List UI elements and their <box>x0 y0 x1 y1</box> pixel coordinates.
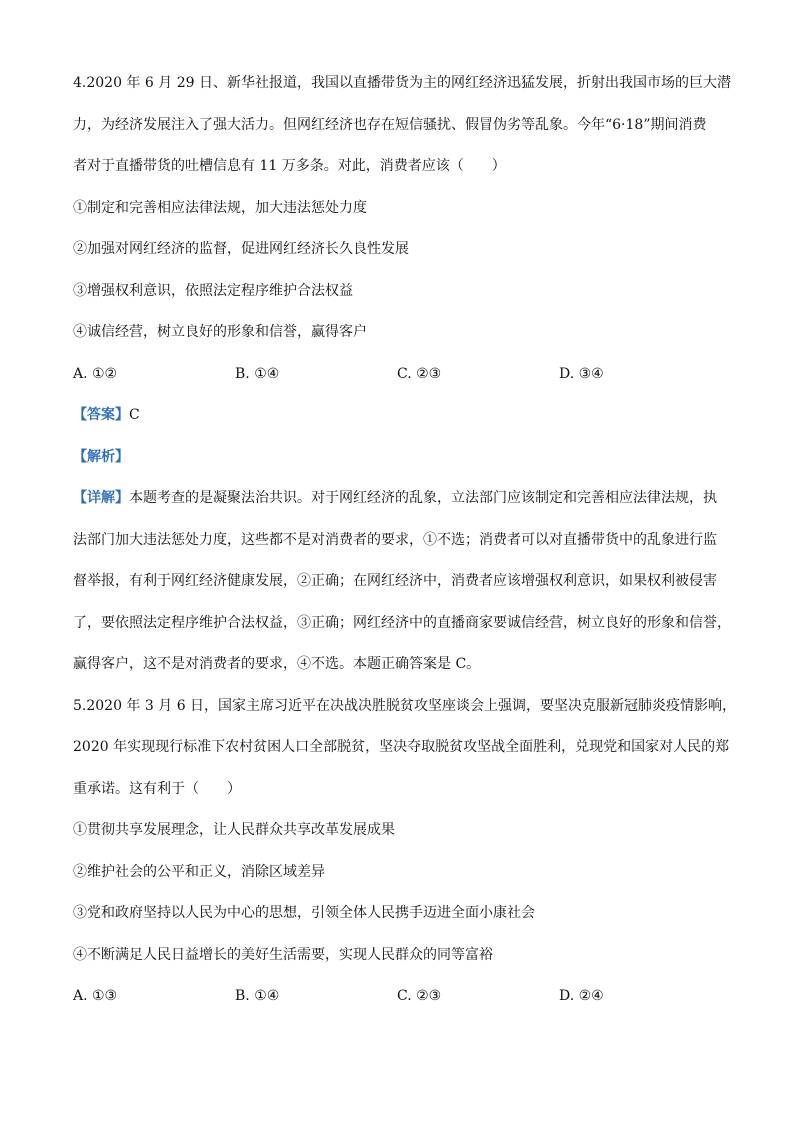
statement-3: ③党和政府坚持以人民为中心的思想，引领全体人民携手迈进全面小康社会 <box>73 905 535 921</box>
question-stem-line: 4.2020 年 6 月 29 日、新华社报道，我国以直播带货为主的网红经济迅猛发展，折射出我国市场的巨大潜 <box>73 75 731 91</box>
statement-3: ③增强权利意识，依照法定程序维护合法权益 <box>73 282 353 299</box>
question-5 <box>73 693 737 1010</box>
statement-1: ①制定和完善相应法律法规，加大违法惩处力度 <box>73 199 367 216</box>
statement-2: ②维护社会的公平和正义，消除区域差异 <box>73 863 325 880</box>
detail-tag: 【详解】 <box>73 490 129 506</box>
detail-line: 赢得客户，这不是对消费者的要求，④不选。本题正确答案是 C。 <box>73 656 481 672</box>
option-b: B. ①④ <box>235 988 280 1004</box>
detail-line: 法部门加大违法惩处力度，这些都不是对消费者的要求，①不选；消费者可以对直播带货中的乱象进行监 <box>73 531 717 548</box>
statement-4: ④不断满足人民日益增长的美好生活需要，实现人民群众的同等富裕 <box>73 946 493 963</box>
question-stem-line: 5.2020 年 3 月 6 日，国家主席习近平在决战决胜脱贫攻坚座谈会上强调，要坚决克服新冠肺炎疫情影响， <box>73 697 737 714</box>
option-a: A. ①③ <box>73 988 118 1004</box>
option-d: D. ③④ <box>559 365 604 382</box>
statement-4: ④诚信经营，树立良好的形象和信誉，赢得客户 <box>73 324 367 340</box>
options-row <box>73 983 723 1009</box>
statement-2: ②加强对网红经济的监督，促进网红经济长久良性发展 <box>73 241 409 257</box>
question-stem-line: 2020 年实现现行标准下农村贫困人口全部脱贫，坚决夺取脱贫攻坚战全面胜利，兑现党和国家对人民的郑 <box>73 739 730 755</box>
document-page <box>73 70 737 1025</box>
statement-1: ①贯彻共享发展理念，让人民群众共享改革发展成果 <box>73 822 395 838</box>
answer-line <box>73 402 723 428</box>
question-stem-line: 力，为经济发展注入了强大活力。但网红经济也存在短信骚扰、假冒伪劣等乱象。今年“6·18”期间消费 <box>73 116 707 133</box>
analysis-tag: 【解析】 <box>73 448 129 465</box>
detail-line: 督举报，有利于网红经济健康发展，②正确；在网红经济中，消费者应该增强权利意识，如果权利被侵害 <box>73 573 717 589</box>
question-4 <box>73 70 731 677</box>
option-b: B. ①④ <box>235 365 280 382</box>
option-c: C. ②③ <box>397 988 442 1004</box>
answer-tag: 【答案】 <box>73 407 129 423</box>
option-a: A. ①② <box>73 365 118 382</box>
question-stem-line: 者对于直播带货的吐槽信息有 11 万多条。对此，消费者应该（ ） <box>73 158 506 174</box>
options-row <box>73 361 723 387</box>
answer-value: C <box>129 407 140 423</box>
analysis-line <box>73 444 723 470</box>
option-d: D. ②④ <box>559 988 604 1004</box>
detail-text: 本题考查的是凝聚法治共识。对于网红经济的乱象，立法部门应该制定和完善相应法律法规，执 <box>129 490 717 506</box>
detail-line <box>73 485 723 511</box>
detail-line: 了，要依照法定程序维护合法权益，③正确；网红经济中的直播商家要诚信经营，树立良好的形象和信誉， <box>73 614 731 631</box>
option-c: C. ②③ <box>397 365 442 382</box>
question-stem-line: 重承诺。这有利于（ ） <box>73 780 241 797</box>
